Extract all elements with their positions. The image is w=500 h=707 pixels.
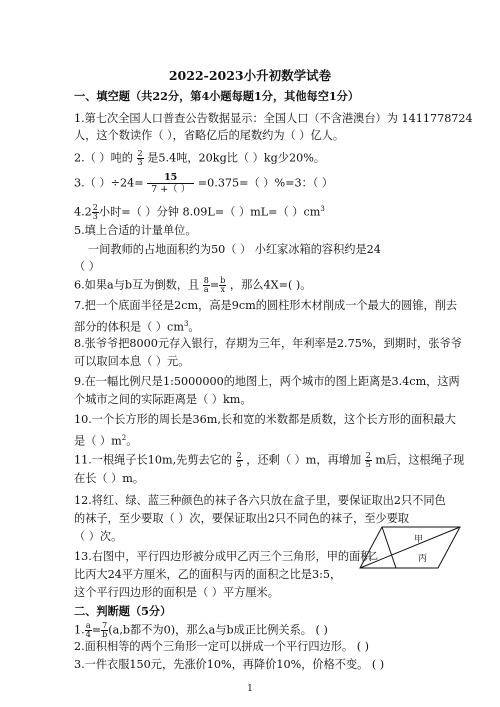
q4-frac-den: 3 — [92, 212, 98, 222]
question-1-line-1: 1.第七次全国人口普查公告数据显示：全国人口（不含港澳台）为 1411778724 — [74, 112, 473, 125]
q11-mid: ，还剩（ ）m，再增加 — [246, 453, 362, 467]
question-13-line-2: 比丙大24平方厘米，乙的面积与丙的面积之比是3:5， — [74, 568, 342, 581]
q2-frac-den: 3 — [137, 158, 143, 167]
q11-f1-num: 2 — [236, 451, 242, 460]
parallelogram-diagram — [356, 523, 466, 578]
question-12-line-3: （ ）次。 — [74, 530, 123, 543]
fraction-2-5-b — [365, 452, 372, 469]
j1-f2-den: b — [102, 630, 108, 639]
question-5: 5.填上合适的计量单位。 — [74, 224, 197, 237]
q11-pre: 11.一根绳子长10m,先剪去它的 — [74, 453, 233, 467]
fraction-2-3 — [137, 150, 144, 167]
judge-2: 2.面积相等的两个三角形一定可以拼成一个平行四边形。 ( ) — [74, 640, 370, 653]
question-11-line-1 — [74, 452, 464, 469]
judge-1 — [74, 622, 328, 639]
q11-post: m后，这根绳子现 — [375, 453, 465, 467]
question-9-line-2: 个城市之间的实际距离是（ ）km。 — [74, 393, 252, 406]
q11-f2-num: 2 — [365, 451, 371, 460]
question-1-line-2: 人，这个数读作（ ），省略亿后的尾数约为（ ）亿人。 — [74, 129, 345, 142]
q10-sup: 2 — [121, 434, 127, 442]
label-yi: 乙 — [369, 552, 379, 562]
question-5-line-2: 一间教师的占地面积约为50（ ） 小红家冰箱的容积约是24 — [88, 243, 381, 256]
q4-text-post: 小时=（ ）分钟 8.09L=（ ）mL=（ ）cm — [98, 205, 321, 219]
q7-end: 。 — [188, 320, 200, 334]
j1-post: (a,b都不为0)，那么a与b成正比例关系。 ( ) — [108, 623, 328, 637]
q4-frac-num: 2 — [92, 203, 98, 213]
page-number: 1 — [247, 684, 253, 694]
question-10-line-1: 10.一个长方形的周长是36m,长和宽的米数都是质数，这个长方形的面积最大 — [74, 413, 456, 426]
exam-title: 2022-2023小升初数学试卷 — [168, 68, 332, 83]
judge-3: 3.一件衣服150元，先涨价10%，再降价10%，价格不变。 ( ) — [74, 658, 385, 671]
q6-eq: = — [209, 278, 220, 292]
j1-eq: = — [91, 623, 102, 637]
fraction-8-a — [203, 277, 210, 294]
question-7-line-1: 7.把一个底面半径是2cm，高是9cm的圆柱形木材削成一个最大的圆锥，削去 — [74, 299, 458, 312]
q3-frac-num: 15 — [147, 172, 194, 184]
q6-f1-num: 8 — [203, 276, 209, 285]
q6-text-post: ，那么4X=( )。 — [229, 278, 312, 292]
q3-text-pre: 3.（ ）÷24= — [74, 176, 144, 190]
j1-f2-num: 7 — [102, 621, 108, 630]
question-8-line-1: 8.张爷爷把8000元存入银行，存期为三年，年利率是2.75%，到期时，张爷爷 — [74, 337, 462, 350]
label-bing: 丙 — [418, 554, 428, 564]
q6-f1-den: a — [203, 285, 209, 294]
q11-f2-den: 5 — [365, 460, 371, 469]
q7-text: 部分的体积是（ ）cm — [74, 320, 184, 334]
q3-text-post: =0.375=（ ）%=3：（ ） — [197, 176, 334, 190]
q4-unit-sup: 3 — [320, 205, 325, 213]
q4-text-pre: 4.2 — [74, 205, 92, 219]
question-8-line-2: 可以取回本息（ ）元。 — [74, 355, 190, 368]
q6-f2-num: b — [220, 276, 226, 285]
question-12-line-2: 的袜子，至少要取（ ）次，要保证取出2只不同色的袜子，至少要取 — [74, 512, 410, 525]
question-6 — [74, 277, 311, 294]
question-2 — [74, 150, 325, 167]
fraction-2-5-a — [236, 452, 243, 469]
j1-f1-den: 4 — [85, 630, 91, 639]
question-7-line-2 — [74, 317, 200, 335]
question-9-line-1: 9.在一幅比例尺是1:5000000的地图上，两个城市的图上距离是3.4cm，这两 — [74, 375, 460, 388]
q3-frac-den: 7 +（ ） — [151, 184, 191, 195]
inner-line — [382, 527, 396, 568]
fraction-15 — [147, 172, 194, 195]
question-12-line-1: 12.将红、绿、蓝三种颜色的袜子各六只放在盒子里，要保证取出2只不同色 — [74, 494, 446, 507]
q7-sup: 3 — [183, 320, 189, 328]
question-10-line-2 — [74, 431, 137, 449]
question-13-line-3: 这个平行四边形的面积是（ ）平方厘米。 — [74, 586, 279, 599]
j1-f1-num: a — [85, 621, 91, 630]
fraction-a-4 — [85, 622, 92, 639]
fraction-2-3-mixed — [92, 204, 99, 221]
fraction-b-x — [219, 277, 226, 294]
q10-text: 是（ ）m — [74, 434, 122, 448]
j1-pre: 1. — [74, 623, 85, 637]
question-13-line-1: 13.右图中，平行四边形被分成甲乙丙三个三角形，甲的面积 — [74, 550, 372, 563]
q6-f2-den: x — [220, 285, 226, 294]
section-true-false: 二、判断题（5分） — [74, 604, 172, 618]
q10-end: 。 — [126, 434, 138, 448]
label-jia: 甲 — [414, 535, 424, 545]
q6-text-pre: 6.如果a与b互为倒数，且 — [74, 278, 200, 292]
q2-text-pre: 2.（ ）吨的 — [74, 151, 133, 165]
section-fill-in-blank: 一、填空题（共22分，第4小题每题1分，其他每空1分） — [74, 89, 360, 103]
question-5-line-3: （ ） — [74, 260, 100, 273]
q2-text-post: 是5.4吨，20kg比（ ）kg少20%。 — [147, 151, 326, 165]
question-4 — [74, 202, 325, 221]
question-11-line-2: 在长（ ）m。 — [74, 472, 145, 485]
q11-f1-den: 5 — [236, 460, 242, 469]
q2-frac-num: 2 — [137, 149, 143, 158]
question-3 — [74, 172, 333, 195]
